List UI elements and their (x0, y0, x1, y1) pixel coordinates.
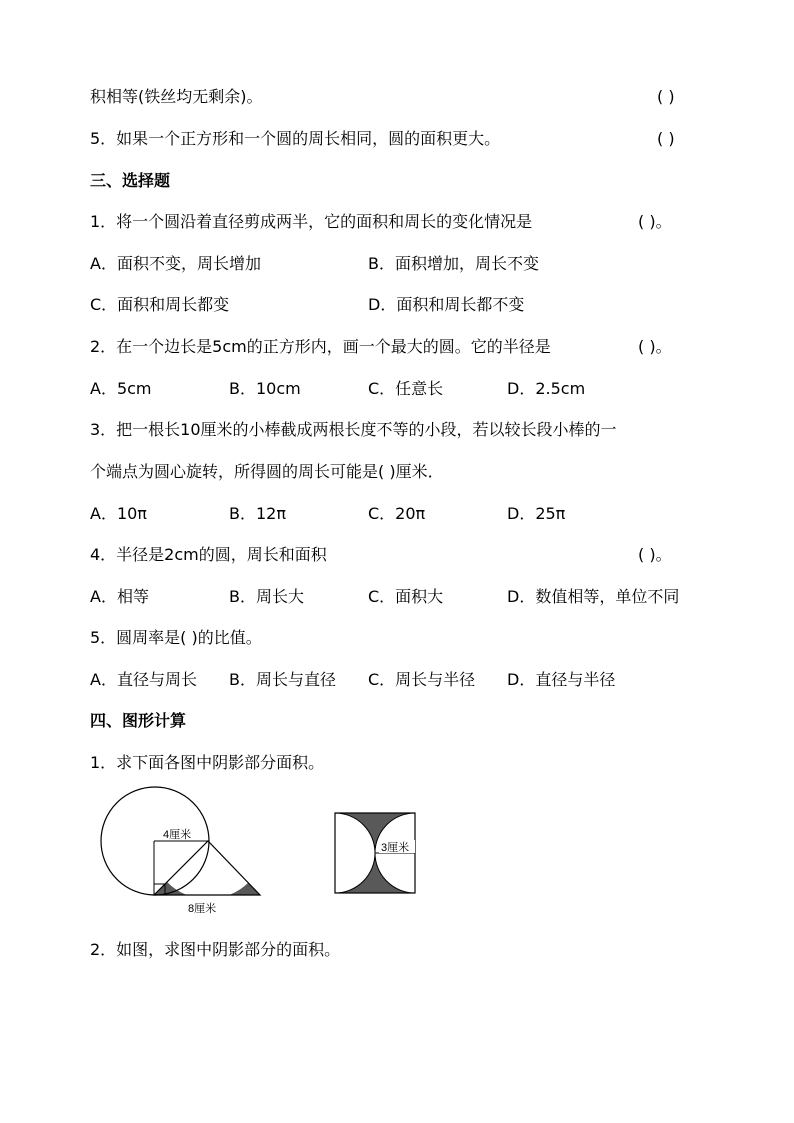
question-text: 2．在一个边长是5cm的正方形内，画一个最大的圆。它的半径是 (90, 337, 551, 356)
answer-blank: ( )。 (638, 212, 672, 231)
section-heading: 三、选择题 (90, 171, 171, 190)
question-text: 1．求下面各图中阴影部分面积。 (90, 753, 325, 772)
shaded-region (154, 841, 260, 895)
figure-square-semicircles (334, 812, 424, 902)
option-c: C．任意长 (368, 379, 444, 398)
option-a: A．直径与周长 (90, 670, 197, 689)
option-d: D．直径与半径 (507, 670, 616, 689)
base-label: 8厘米 (188, 903, 217, 915)
option-b: B．10cm (229, 379, 301, 398)
question-text: 2．如图，求图中阴影部分的面积。 (90, 940, 341, 959)
answer-blank: ( ) (657, 87, 675, 106)
radius-label: 4厘米 (163, 829, 192, 841)
question-text: 3．把一根长10厘米的小棒截成两根长度不等的小段，若以较长段小棒的一 (90, 420, 617, 439)
option-d: D．数值相等，单位不同 (507, 587, 680, 606)
question-text: 4．半径是2cm的圆，周长和面积 (90, 545, 327, 564)
option-c: C．20π (368, 504, 426, 523)
option-b: B．面积增加，周长不变 (368, 254, 539, 273)
option-d: D．2.5cm (507, 379, 586, 398)
option-c: C．面积大 (368, 587, 444, 606)
section-heading: 四、图形计算 (90, 711, 187, 730)
side-label: 3厘米 (381, 842, 410, 854)
question-text: 积相等(铁丝均无剩余)。 (90, 87, 263, 106)
question-text: 1．将一个圆沿着直径剪成两半，它的面积和周长的变化情况是 (90, 212, 533, 231)
option-d: D．面积和周长都不变 (368, 295, 525, 314)
question-text: 个端点为圆心旋转，所得圆的周长可能是( )厘米． (90, 462, 444, 481)
answer-blank: ( )。 (638, 337, 672, 356)
figure-circle-triangle (95, 790, 275, 920)
option-c: C．周长与半径 (368, 670, 476, 689)
option-a: A．面积不变，周长增加 (90, 254, 261, 273)
option-b: B．周长与直径 (229, 670, 336, 689)
option-a: A．5cm (90, 379, 152, 398)
option-d: D．25π (507, 504, 566, 523)
option-c: C．面积和周长都变 (90, 295, 230, 314)
answer-blank: ( )。 (638, 545, 672, 564)
option-b: B．12π (229, 504, 286, 523)
question-text: 5．圆周率是( )的比值。 (90, 628, 262, 647)
answer-blank: ( ) (657, 129, 675, 148)
question-text: 5．如果一个正方形和一个圆的周长相同，圆的面积更大。 (90, 129, 501, 148)
option-a: A．10π (90, 504, 147, 523)
option-a: A．相等 (90, 587, 149, 606)
option-b: B．周长大 (229, 587, 304, 606)
